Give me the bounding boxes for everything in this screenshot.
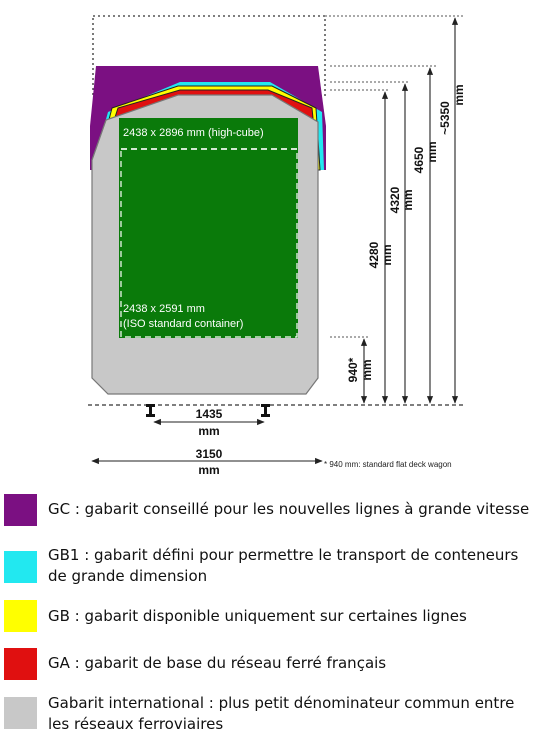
legend-swatch-gb1: [4, 551, 37, 583]
dim-940-unit: mm: [360, 359, 374, 381]
legend-text-international: Gabarit international : plus petit dénominateur commun entre les réseaux ferroviaires: [48, 694, 515, 733]
legend-swatch-ga: [4, 648, 37, 680]
legend-text-ga: GA : gabarit de base du réseau ferré français: [48, 654, 387, 672]
legend-swatch-gb: [4, 600, 37, 632]
rail-right-icon: [261, 404, 270, 417]
width-value: 3150: [195, 447, 223, 461]
legend-text-gc: GC : gabarit conseillé pour les nouvelles lignes à grande vitesse: [48, 500, 530, 518]
rail-left-icon: [146, 404, 155, 417]
legend-swatch-international: [4, 697, 37, 729]
high-cube-label: 2438 x 2896 mm (high-cube): [123, 127, 264, 139]
dim-4650-unit: mm: [425, 141, 439, 163]
iso-label-line2: (ISO standard container): [123, 318, 244, 330]
dim-4320-value: 4320: [388, 186, 402, 214]
dim-5350-unit: mm: [452, 84, 466, 106]
width-unit: mm: [198, 463, 220, 477]
legend-text-gb1: GB1 : gabarit défini pour permettre le transport de conteneurs de grande dimension: [48, 546, 519, 585]
track-gauge-value: 1435: [195, 407, 223, 421]
dim-4320-unit: mm: [401, 189, 415, 211]
dim-4280-value: 4280: [367, 241, 381, 269]
track-gauge-unit: mm: [198, 424, 220, 438]
dim-940-value: 940*: [346, 357, 360, 383]
dim-4280-unit: mm: [380, 244, 394, 266]
legend-text-gb: GB : gabarit disponible uniquement sur certaines lignes: [48, 607, 467, 625]
iso-label-line1: 2438 x 2591 mm: [123, 303, 205, 315]
footnote: * 940 mm: standard flat deck wagon: [324, 460, 452, 469]
dim-5350-value: ~5350: [438, 101, 452, 135]
legend-swatch-gc: [4, 494, 37, 526]
dim-4650-value: 4650: [412, 146, 426, 174]
